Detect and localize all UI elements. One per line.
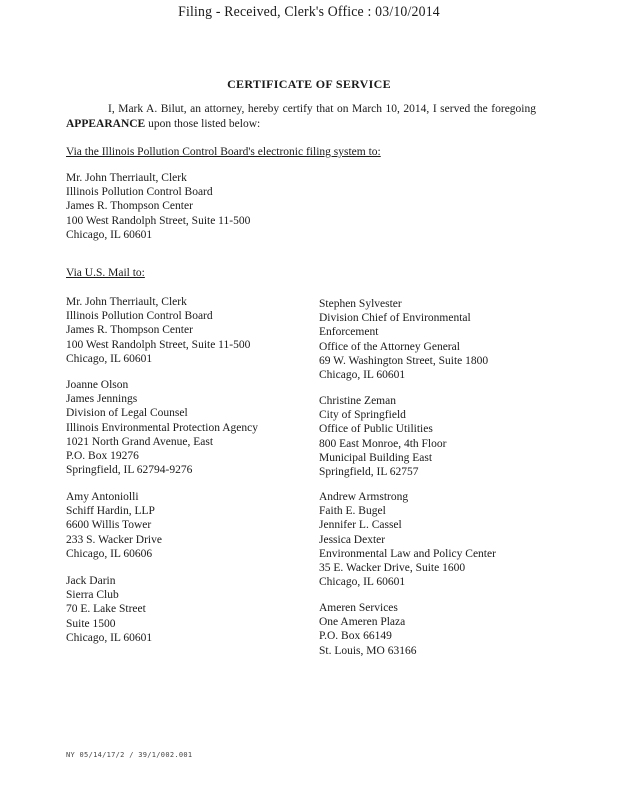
address-line: Faith E. Bugel	[319, 505, 386, 518]
address-line: Illinois Pollution Control Board	[66, 186, 213, 199]
mail-recipient-left-3	[66, 490, 162, 561]
address-line: Chicago, IL 60601	[319, 576, 406, 589]
address-line: 233 S. Wacker Drive	[66, 533, 162, 546]
address-line: Division Chief of Environmental	[319, 312, 471, 325]
address-line: St. Louis, MO 63166	[319, 644, 417, 657]
address-line: Stephen Sylvester	[319, 298, 402, 310]
filing-stamp-header: Filing - Received, Clerk's Office : 03/10/2014	[178, 4, 440, 20]
mail-recipient-right-2	[319, 394, 446, 479]
address-line: Illinois Pollution Control Board	[66, 310, 213, 323]
electronic-filing-heading	[66, 146, 381, 158]
address-line: James R. Thompson Center	[66, 324, 193, 337]
mail-heading	[66, 267, 145, 279]
address-line: P.O. Box 66149	[319, 630, 392, 643]
address-line: Joanne Olson	[66, 379, 129, 391]
address-line: Chicago, IL 60606	[66, 547, 153, 560]
address-line: Mr. John Therriault, Clerk	[66, 296, 187, 308]
address-line: 800 East Monroe, 4th Floor	[319, 437, 447, 450]
address-line: Office of the Attorney General	[319, 340, 460, 353]
address-line: One Ameren Plaza	[319, 616, 406, 629]
address-line: P.O. Box 19276	[66, 450, 139, 463]
address-line: 6600 Willis Tower	[66, 519, 152, 532]
address-line: Springfield, IL 62757	[319, 466, 419, 479]
address-line: Division of Legal Counsel	[66, 407, 188, 420]
served-document-name: APPEARANCE	[66, 118, 146, 130]
address-line: James R. Thompson Center	[66, 200, 193, 213]
address-line: 100 West Randolph Street, Suite 11-500	[66, 338, 251, 351]
address-line: Enforcement	[319, 326, 379, 339]
address-line: Jennifer L. Cassel	[319, 519, 402, 532]
address-line: Mr. John Therriault, Clerk	[66, 172, 187, 184]
address-line: Environmental Law and Policy Center	[319, 547, 496, 560]
address-line: James Jennings	[66, 393, 138, 406]
address-line: 1021 North Grand Avenue, East	[66, 435, 214, 448]
address-line: 69 W. Washington Street, Suite 1800	[319, 354, 489, 367]
electronic-recipient-block	[66, 171, 250, 242]
address-line: Illinois Environmental Protection Agency	[66, 421, 258, 434]
mail-heading-text: Via U.S. Mail to:	[66, 267, 145, 279]
address-line: Andrew Armstrong	[319, 491, 409, 503]
document-id-footer: NY 05/14/17/2 / 39/1/002.001	[66, 751, 193, 759]
address-line: Chicago, IL 60601	[66, 228, 153, 241]
address-line: Chicago, IL 60601	[319, 369, 406, 382]
mail-recipient-left-1	[66, 295, 250, 366]
address-line: Jack Darin	[66, 575, 116, 587]
address-line: Chicago, IL 60601	[66, 352, 153, 365]
address-line: Christine Zeman	[319, 395, 396, 407]
address-line: Municipal Building East	[319, 451, 433, 464]
address-line: Suite 1500	[66, 617, 116, 630]
address-line: Office of Public Utilities	[319, 423, 433, 436]
certification-text-2: upon those listed below:	[145, 118, 261, 130]
document-title: CERTIFICATE OF SERVICE	[227, 77, 391, 91]
address-line: Sierra Club	[66, 589, 119, 602]
address-line: Chicago, IL 60601	[66, 631, 153, 644]
electronic-filing-heading-text: Via the Illinois Pollution Control Board's electronic filing system to:	[66, 146, 381, 158]
address-line: 70 E. Lake Street	[66, 603, 146, 616]
address-line: Schiff Hardin, LLP	[66, 505, 155, 518]
certification-text-1: I, Mark A. Bilut, an attorney, hereby certify that on March 10, 2014, I served the foregoing	[108, 103, 536, 115]
address-line: City of Springfield	[319, 409, 406, 422]
mail-recipient-right-1	[319, 297, 488, 382]
address-line: 35 E. Wacker Drive, Suite 1600	[319, 562, 466, 575]
address-line: Springfield, IL 62794-9276	[66, 464, 193, 477]
address-line: Amy Antoniolli	[66, 491, 139, 503]
mail-recipient-right-3	[319, 490, 496, 589]
mail-recipient-right-4	[319, 601, 416, 658]
address-line: Ameren Services	[319, 602, 398, 614]
address-line: Jessica Dexter	[319, 533, 386, 546]
mail-recipient-left-4	[66, 574, 152, 645]
certification-paragraph	[66, 102, 536, 132]
address-line: 100 West Randolph Street, Suite 11-500	[66, 214, 251, 227]
mail-recipient-left-2	[66, 378, 258, 477]
